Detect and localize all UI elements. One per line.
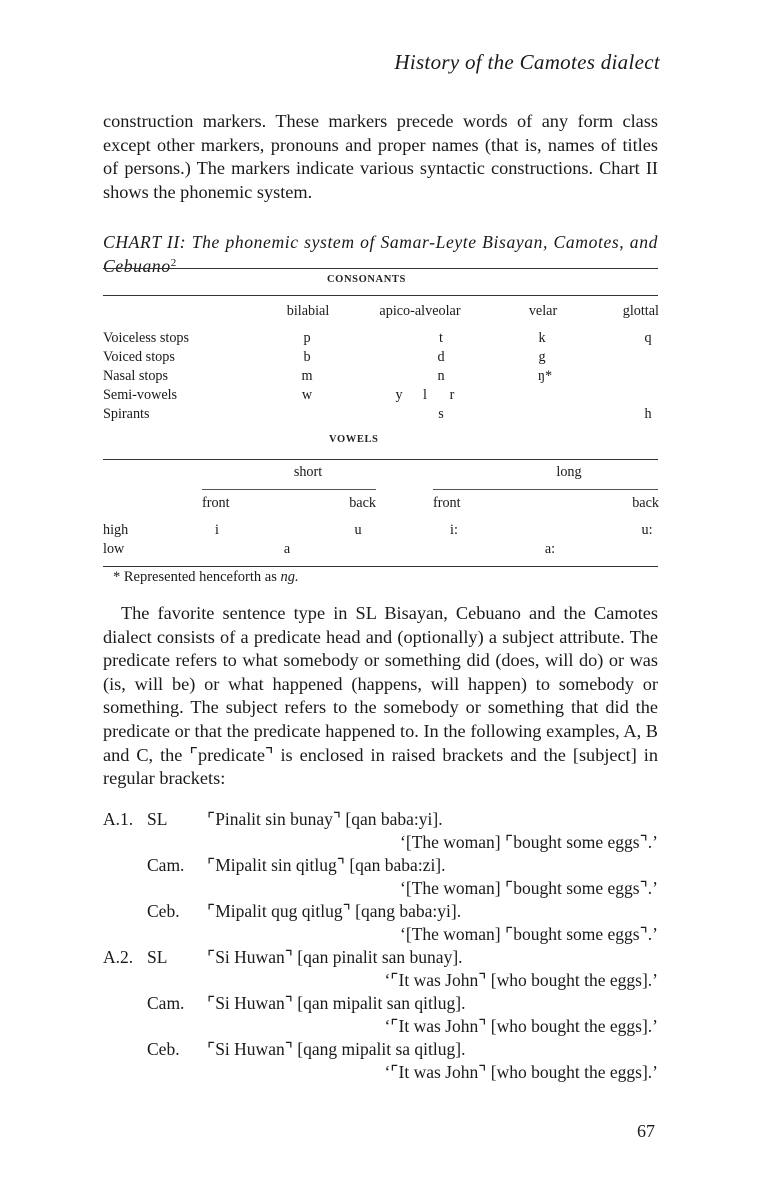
col-bilabial: bilabial <box>286 303 330 319</box>
cell: g <box>538 349 546 365</box>
example-gloss: ‘⌜It was John⌝ [who bought the eggs].’ <box>384 1062 658 1082</box>
vowels-top-rule <box>103 459 658 460</box>
vowels-heading: VOWELS <box>329 434 379 445</box>
example-text: ⌜Mipalit qug qitlug⌝ [qang baba:yi]. <box>207 901 462 921</box>
example-lang: SL <box>147 947 168 967</box>
subcol-long-front: front <box>433 495 461 511</box>
table-footnote <box>113 569 299 586</box>
cell: n <box>437 368 445 384</box>
table-top-rule <box>103 268 658 269</box>
row-label-high: high <box>103 522 129 538</box>
example-lang: SL <box>147 809 168 829</box>
example-lang: Cam. <box>147 855 185 875</box>
consonants-heading: CONSONANTS <box>327 274 406 285</box>
footnote-marker: * <box>113 569 121 585</box>
example-gloss: ‘⌜It was John⌝ [who bought the eggs].’ <box>384 1016 658 1036</box>
paragraph-1-text: construction markers. These markers precede words of any form class except other markers, pronouns and proper names (that is, names of titles of persons.) The markers indicate various syntactic constructions. Chart II shows the phonemic system. <box>103 111 658 202</box>
cell: q <box>644 330 652 346</box>
cell: p <box>303 330 311 346</box>
cell: ŋ* <box>537 368 553 384</box>
example-gloss: ‘⌜It was John⌝ [who bought the eggs].’ <box>384 970 658 990</box>
cell: l <box>423 387 427 403</box>
example-lang: Cam. <box>147 993 185 1013</box>
cell: i <box>215 522 219 538</box>
example-text: ⌜Si Huwan⌝ [qan pinalit san bunay]. <box>207 947 463 967</box>
short-subrule <box>202 489 376 490</box>
cell: b <box>303 349 311 365</box>
subcol-short-back: back <box>349 495 376 511</box>
example-text: ⌜Mipalit sin qitlug⌝ [qan baba:zi]. <box>207 855 446 875</box>
running-head: History of the Camotes dialect <box>394 50 660 74</box>
paragraph-2-text: The favorite sentence type in SL Bisayan, Cebuano and the Camotes dialect consists of a predicate head and (optionally) a subject attribute. The predicate refers to what somebody or something did (does, will do) or was (is, will be) or what happened (happens, will happen) to somebody or something. The subject refers to the somebody or something that did the predicate or that the predicate happened to. In the following examples, A, B and C, the ⌜predicate⌝ is enclosed in raised brackets and the [subject] in regular brackets: <box>103 603 658 789</box>
footnote-ref: 2 <box>170 257 177 269</box>
cell: d <box>437 349 445 365</box>
example-gloss: ‘[The woman] ⌜bought some eggs⌝.’ <box>400 924 658 944</box>
col-glottal: glottal <box>622 303 659 319</box>
example-lang: Ceb. <box>147 1039 180 1059</box>
chart-caption <box>103 232 658 277</box>
row-label-nasal-stops: Nasal stops <box>103 368 169 384</box>
cell: h <box>644 406 652 422</box>
example-number: A.2. <box>103 947 134 967</box>
cell: i: <box>450 522 458 538</box>
example-lang: Ceb. <box>147 901 180 921</box>
cell: t <box>439 330 443 346</box>
row-label-voiceless-stops: Voiceless stops <box>103 330 190 346</box>
table-bottom-rule <box>103 566 658 567</box>
paragraph-2 <box>103 602 658 791</box>
footnote-text: Represented henceforth as <box>123 569 277 585</box>
cell: a: <box>544 541 556 557</box>
cell: s <box>438 406 444 422</box>
cell: u: <box>641 522 653 538</box>
example-gloss: ‘[The woman] ⌜bought some eggs⌝.’ <box>400 878 658 898</box>
consonants-header-rule <box>103 295 658 296</box>
example-text: ⌜Pinalit sin bunay⌝ [qan baba:yi]. <box>207 809 443 829</box>
cell: r <box>449 387 455 403</box>
example-text: ⌜Si Huwan⌝ [qang mipalit sa qitlug]. <box>207 1039 466 1059</box>
cell: k <box>538 330 546 346</box>
row-label-spirants: Spirants <box>103 406 150 422</box>
long-subrule <box>433 489 658 490</box>
subcol-short-front: front <box>202 495 230 511</box>
example-gloss: ‘[The woman] ⌜bought some eggs⌝.’ <box>400 832 658 852</box>
col-velar: velar <box>528 303 558 319</box>
footnote-term: ng. <box>280 569 299 585</box>
row-label-voiced-stops: Voiced stops <box>103 349 175 365</box>
group-long: long <box>556 464 582 480</box>
example-text: ⌜Si Huwan⌝ [qan mipalit san qitlug]. <box>207 993 466 1013</box>
cell: w <box>301 387 313 403</box>
example-number: A.1. <box>103 809 134 829</box>
paragraph-1 <box>103 110 658 204</box>
subcol-long-back: back <box>632 495 659 511</box>
row-label-low: low <box>103 541 125 557</box>
chart-caption-text: CHART II: The phonemic system of Samar-Leyte Bisayan, Camotes, and Cebuano <box>103 232 658 276</box>
row-label-semi-vowels: Semi-vowels <box>103 387 178 403</box>
col-apico-alveolar: apico-alveolar <box>379 303 461 319</box>
page-number: 67 <box>637 1121 655 1141</box>
cell: u <box>354 522 362 538</box>
group-short: short <box>293 464 323 480</box>
cell: a <box>283 541 291 557</box>
cell: m <box>301 368 313 384</box>
cell: y <box>395 387 403 403</box>
